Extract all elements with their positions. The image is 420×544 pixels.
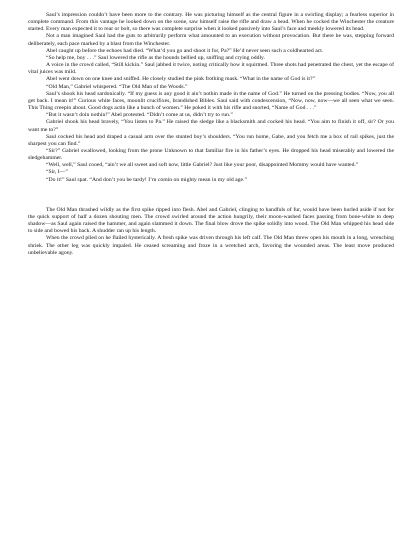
- paragraph: “Old Man,” Gabriel whispered. “The Old Man of the Woods.”: [46, 83, 188, 90]
- section-break: [28, 184, 394, 207]
- paragraph: “Sir, I—”: [46, 169, 68, 176]
- paragraph: “Sir?” Gabriel swallowed, looking from the prone Unknown to that familiar fire in his father’s eyes. He dropped his head miserably and lowered the sledgehammer.: [28, 147, 394, 162]
- paragraph: A voice in the crowd called, “Still kickin.” Saul jabbed it twice, noting critically how it squirmed. Three shots had penetrated the chest, yet the escape of vital juices was mild.: [28, 62, 394, 76]
- paragraph: “But it wasn’t doin nothin!” Abel protested. “Didn’t come at us, didn’t try to run.”: [46, 112, 233, 119]
- paragraph: Saul’s shook his head sardonically. “If my guess is any good it ain’t nothin made in the name of God.” He turned on the pressing bodies. “Now, you all get back. I mean it!” Curious white faces, moonlit crucifixes, brandished Bibles. Saul said with condescension, “Now, now, now—we all seen what we seen. This Thing creepin about. Good dogs actin like a bunch of women.” He poked it with his rifle and snorted, “Name of God . . .”: [28, 90, 394, 112]
- paragraph: The Old Man thrashed wildly as the first spike ripped into flesh. Abel and Gabriel, clinging to handfuls of fur, would have been hurled aside if not for the quick support of half a dozen shouting men. The crowd swirled around the action hungrily, their moon-washed faces passing from bone-white to deep shadow—as Saul again raised the hammer, and again slammed it down. The final blow drove the spike solidly into wood. The Old Man whipped his head side to side and bowed his back. A shudder ran up his length.: [28, 206, 394, 235]
- paragraph: Gabriel shook his head bravely, “You listen to Pa.” He raised the sledge like a blacksmith and cocked his head. “You aim to finish it off, sir? Or you want me to?”: [28, 119, 394, 133]
- paragraph: Abel caught up before the echoes had died. “What’d you go and shoot it for, Pa?” He’d never seen such a coldhearted act.: [46, 47, 324, 54]
- document-page: [28, 12, 394, 257]
- paragraph: “So help me, boy . . .” Saul lowered the rifle as the hounds bellied up, sniffing and crying oddly.: [46, 54, 265, 61]
- paragraph: Saul cocked his head and draped a casual arm over the stunted boy’s shoulders. “You run home, Gabe, and you fetch me a box of rail spikes, just the sharpest you can find.”: [28, 133, 394, 147]
- paragraph: Saul’s impression couldn’t have been more to the contrary. He was picturing himself as the central figure in a swirling display; a fearless superior in complete command. From this vantage he looked down on the scene, saw himself raise the rifle and draw a bead. When he cocked the Winchester the creature started. Every man expected it to rear or bolt, so there was complete surprise when it looked passively into Saul’s face and meekly lowered its head.: [28, 12, 394, 33]
- paragraph: Not a man imagined Saul had the guts to arbitrarily perform what amounted to an execution without provocation. But there he was, stepping forward deliberately, each pace marked by a blast from the Winchester.: [28, 33, 394, 47]
- paragraph: “Do it!” Saul spat. “And don’t you be tardy! I’m comin on mighty mean in my old age.”: [46, 176, 247, 183]
- paragraph: “Well, well,” Saul cooed, “ain’t we all sweet and soft now, little Gabriel? Just like your poor, disappointed Mommy would have wanted.”: [46, 162, 359, 169]
- paragraph: When the crowd piled on he flailed hysterically. A fresh spike was driven through his left calf. The Old Man threw open his mouth in a long, wrenching shriek. The other leg was quickly impaled. He ceased screaming and froze in a wretched arch, favoring the wounded areas. The least move produced unbelievable agony.: [28, 235, 394, 256]
- paragraph: Abel went down on one knee and sniffed. He closely studied the pink frothing mask. “What in the name of God is it?”: [46, 76, 316, 83]
